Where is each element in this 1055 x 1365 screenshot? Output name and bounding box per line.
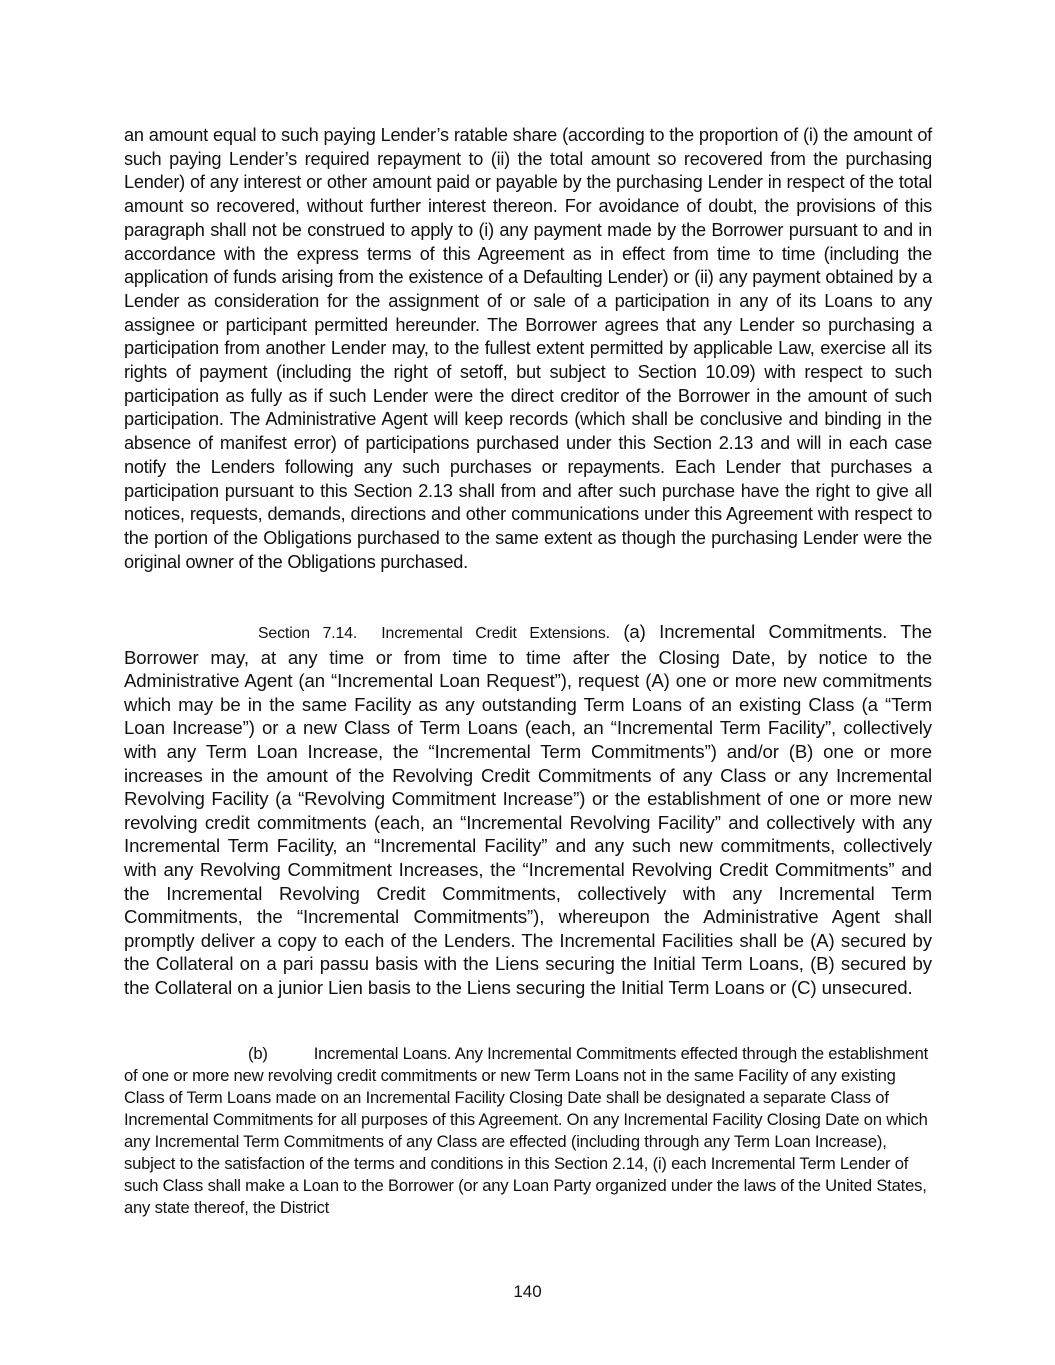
body-paragraph-continuation: an amount equal to such paying Lender’s ratable share (according to the proportion of (i) the amount of such paying Lender’s required repayment to (ii) the total amount so recovered from the purchasing Lender) of any interest or other amount paid or payable by the purchasing Lender in respect of the total amount so recovered, without further interest thereon. For avoidance of doubt, the provisions of this paragraph shall not be construed to apply to (i) any payment made by the Borrower pursuant to and in accordance with the express terms of this Agreement as in effect from time to time (including the application of funds arising from the existence of a Defaulting Lender) or (ii) any payment obtained by a Lender as consideration for the assignment of or sale of a participation in any of its Loans to any assignee or participant permitted hereunder. The Borrower agrees that any Lender so purchasing a participation from another Lender may, to the fullest extent permitted by applicable Law, exercise all its rights of payment (including the right of setoff, but subject to Section 10.09) with respect to such participation as fully as if such Lender were the direct creditor of the Borrower in the amount of such participation. The Administrative Agent will keep records (which shall be conclusive and binding in the absence of manifest error) of participations purchased under this Section 2.13 and will in each case notify the Lenders following any such purchases or repayments. Each Lender that purchases a participation pursuant to this Section 2.13 shall from and after such purchase have the right to give all notices, requests, demands, directions and other communications under this Agreement with respect to the portion of the Obligations purchased to the same extent as though the purchasing Lender were the original owner of the Obligations purchased. (124, 125, 932, 572)
subsection-body: Any Incremental Commitments effected through the establishment of one or more new revolving credit commitments or new Term Loans not in the same Facility of any existing Class of Term Loans made on an Incremental Facility Closing Date shall be designated a separate Class of Incremental Commitments for all purposes of this Agreement. On any Incremental Facility Closing Date on which any Incremental Term Commitments of any Class are effected (including through any Term Loan Increase), subject to the satisfaction of the terms and conditions in this Section 2.14, (i) each Incremental Term Lender of such Class shall make a Loan to the Borrower (or any Loan Party organized under the laws of the United States, any state thereof, the District (124, 1044, 929, 1217)
section-paragraph (124, 620, 932, 1000)
subsection-paragraph (124, 1043, 932, 1219)
section-title: Incremental Credit Extensions. (381, 625, 610, 642)
subsection-label: (b) (248, 1044, 268, 1063)
page-number: 140 (513, 1282, 542, 1301)
section-number: Section 7.14. (258, 625, 358, 642)
subsection-title: Incremental Loans. (313, 1044, 452, 1063)
section-body: (a) Incremental Commitments. The Borrower may, at any time or from time to time after the Closing Date, by notice to the Administrative Agent (an “Incremental Loan Request”), request (A) one or more new commitments which may be in the same Facility as any outstanding Term Loans of an existing Class (a “Term Loan Increase”) or a new Class of Term Loans (each, an “Incremental Term Facility”, collectively with any Term Loan Increase, the “Incremental Term Commitments”) and/or (B) one or more increases in the amount of the Revolving Credit Commitments of any Class or any Incremental Revolving Facility (a “Revolving Commitment Increase”) or the establishment of one or more new revolving credit commitments (each, an “Incremental Revolving Facility” and collectively with any Incremental Term Facility, an “Incremental Facility” and any such new commitments, collectively with any Revolving Commitment Increases, the “Incremental Revolving Credit Commitments” and the Incremental Revolving Credit Commitments, collectively with any Incremental Term Commitments, the “Incremental Commitments”), whereupon the Administrative Agent shall promptly deliver a copy to each of the Lenders. The Incremental Facilities shall be (A) secured by the Collateral on a pari passu basis with the Liens securing the Initial Term Loans, (B) secured by the Collateral on a junior Lien basis to the Liens securing the Initial Term Loans or (C) unsecured. (124, 621, 932, 998)
